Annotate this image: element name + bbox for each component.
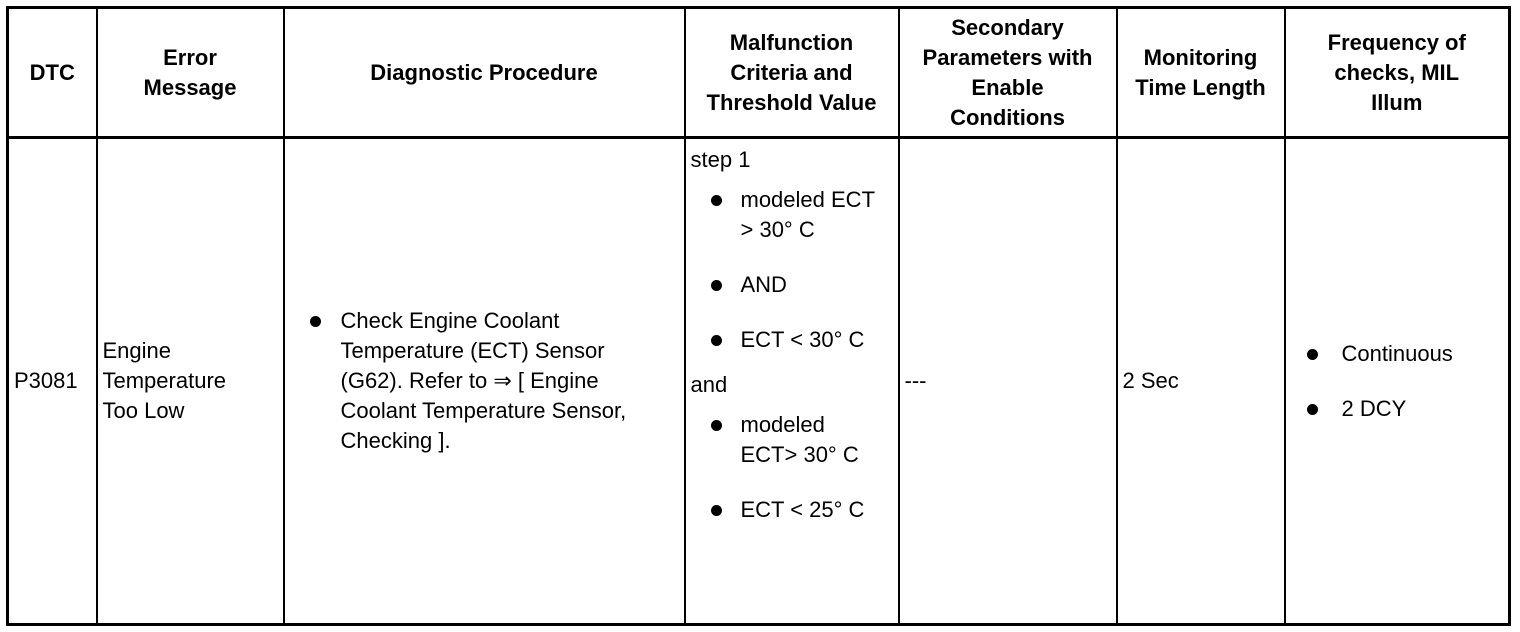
criteria-line: > 30° C [740, 217, 815, 242]
error-message-line: Too Low [102, 398, 185, 423]
diagnostic-line: Temperature (ECT) Sensor [340, 338, 605, 363]
error-message-line: Engine [102, 338, 172, 363]
header-malfunction-line: Criteria and [730, 59, 853, 85]
diagnostic-line-link[interactable]: (G62). Refer to ⇒ [ Engine [340, 368, 599, 393]
diagnostic-line: Check Engine Coolant [340, 308, 560, 333]
header-malfunction-line: Threshold Value [706, 89, 877, 115]
criteria-bullet [691, 495, 898, 525]
criteria-line: modeled [740, 412, 825, 437]
header-secondary-line: Enable [971, 74, 1044, 100]
header-dtc [8, 8, 97, 138]
cell-diagnostic-procedure [284, 138, 685, 625]
header-error-message-line: Error [163, 44, 217, 70]
diagnostic-bullet [285, 306, 684, 456]
diagnostic-line-link[interactable]: Checking ]. [340, 428, 451, 453]
cell-error-message [97, 138, 284, 625]
cell-monitoring-time [1117, 138, 1285, 625]
header-secondary-line: Secondary [951, 14, 1064, 40]
cell-dtc [8, 138, 97, 625]
and-label: and [690, 372, 728, 397]
step-bullet-list [691, 185, 898, 355]
header-secondary-line: Parameters with [922, 44, 1093, 70]
header-frequency-line: Frequency of [1327, 29, 1466, 55]
header-secondary-line: Conditions [950, 104, 1065, 130]
criteria-bullet [691, 185, 898, 245]
table-row [8, 138, 1510, 625]
cell-malfunction-criteria [685, 138, 899, 625]
dtc-table [6, 6, 1511, 626]
header-diagnostic-procedure-text: Diagnostic Procedure [370, 59, 598, 85]
frequency-bullet-list [1286, 339, 1509, 424]
cell-secondary-parameters [899, 138, 1117, 625]
diagnostic-bullet-list [285, 306, 684, 456]
dtc-code: P3081 [14, 368, 78, 393]
header-diagnostic-procedure [284, 8, 685, 138]
header-malfunction-line: Malfunction [729, 29, 854, 55]
criteria-line: ECT < 25° C [740, 497, 865, 522]
diagnostic-line-link[interactable]: Coolant Temperature Sensor, [340, 398, 627, 423]
criteria-bullet [691, 270, 898, 300]
header-secondary-parameters [899, 8, 1117, 138]
criteria-line: modeled ECT [740, 187, 876, 212]
frequency-bullet: Continuous [1286, 339, 1509, 369]
header-monitoring-time [1117, 8, 1285, 138]
and-bullet-list [691, 410, 898, 525]
header-monitoring-line: Time Length [1135, 74, 1266, 100]
header-frequency-line: checks, MIL [1334, 59, 1460, 85]
criteria-bullet [691, 325, 898, 355]
header-frequency-line: Illum [1371, 89, 1423, 115]
header-error-message-line: Message [143, 74, 237, 100]
dtc-table-sheet [6, 6, 1511, 626]
header-error-message [97, 8, 284, 138]
header-row [8, 8, 1510, 138]
criteria-line: AND [740, 272, 787, 297]
error-message-line: Temperature [102, 368, 227, 393]
criteria-bullet [691, 410, 898, 470]
header-malfunction-criteria [685, 8, 899, 138]
monitoring-time-value: 2 Sec [1122, 368, 1179, 393]
cell-frequency [1285, 138, 1510, 625]
criteria-line: ECT> 30° C [740, 442, 859, 467]
header-frequency [1285, 8, 1510, 138]
header-dtc-text: DTC [29, 59, 75, 85]
frequency-bullet: 2 DCY [1286, 394, 1509, 424]
step-label: step 1 [690, 147, 751, 172]
criteria-line: ECT < 30° C [740, 327, 865, 352]
secondary-parameters-value: --- [904, 368, 927, 393]
header-monitoring-line: Monitoring [1143, 44, 1258, 70]
